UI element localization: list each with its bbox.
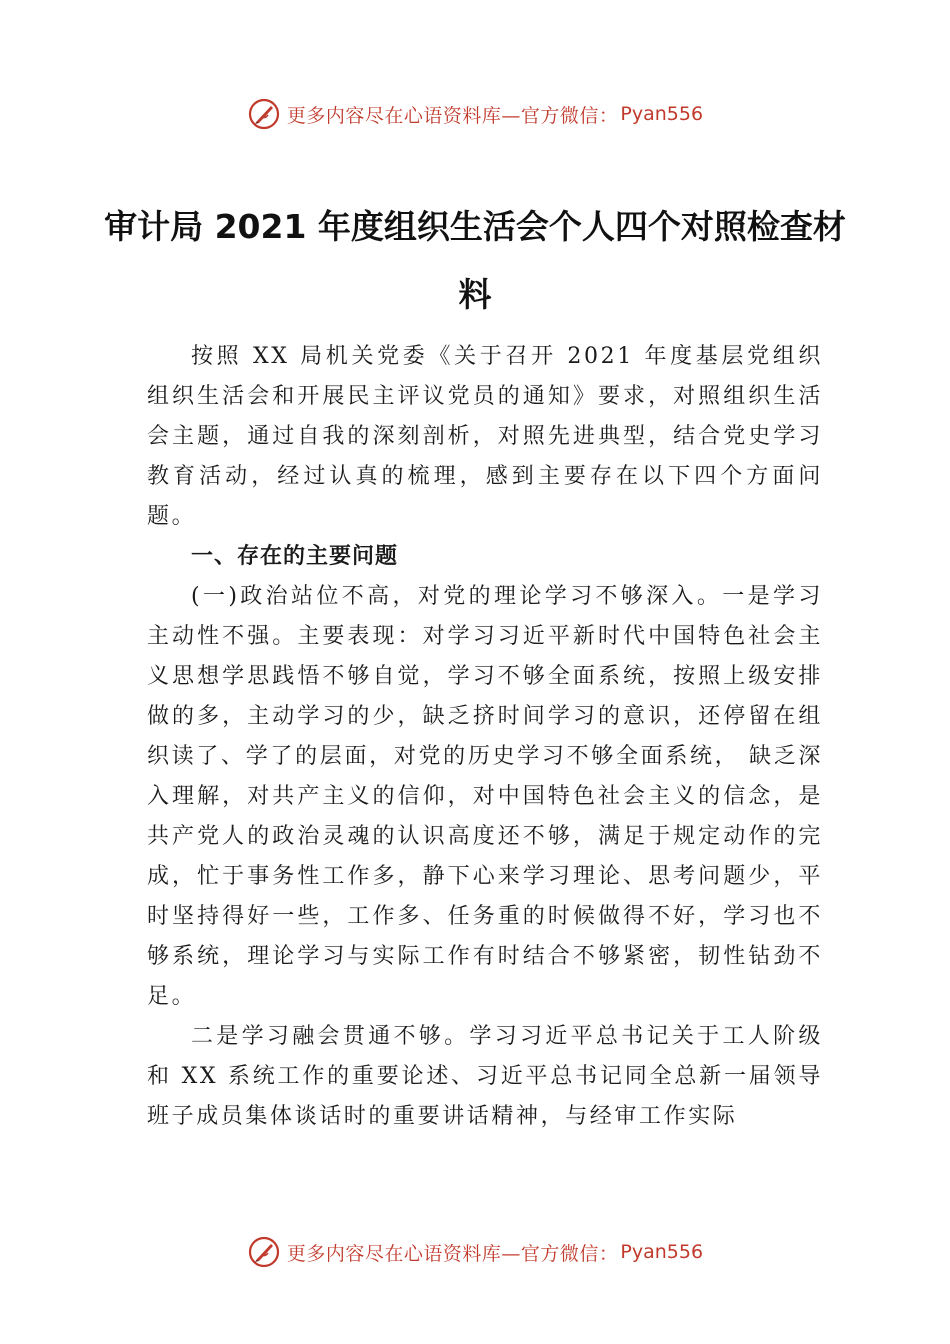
banner-text: 更多内容尽在心语资料库—官方微信： xyxy=(286,1242,619,1265)
intro-paragraph: 按照 XX 局机关党委《关于召开 2021 年度基层党组织组织生活会和开展民主评议党员的通知》要求，对照组织生活会主题，通过自我的深刻剖析，对照先进典型，结合党史学习教育活动，经过认真的梳理，感到主要存在以下四个方面问题。 xyxy=(147,344,823,529)
pen-logo-icon xyxy=(247,97,281,131)
paragraph-1: (一)政治站位不高，对党的理论学习不够深入。一是学习主动性不强。主要表现：对学习习近平新时代中国特色社会主义思想学思践悟不够自觉，学习不够全面系统，按照上级安排做的多，主动学习的少，缺乏挤时间学习的意识，还停留在组织读了、学了的层面，对党的历史学习不够全面系统， 缺乏深入理解，对共产主义的信仰，对中国特色社会主义的信念，是共产党人的政治灵魂的认识高度还不够，满足于规定动作的完成，忙于事务性工作多，静下心来学习理论、思考问题少，平时坚持得好一些，工作多、任务重的时候做得不好，学习也不够系统，理论学习与实际工作有时结合不够紧密，韧性钻劲不足。 xyxy=(147,584,823,1009)
header-banner xyxy=(0,94,950,134)
banner-text: 更多内容尽在心语资料库—官方微信： xyxy=(286,104,619,127)
paragraph-2: 二是学习融会贯通不够。学习习近平总书记关于工人阶级和 XX 系统工作的重要论述、习近平总书记同全总新一届领导班子成员集体谈话时的重要讲话精神，与经审工作实际 xyxy=(147,1024,823,1129)
banner-wechat-id: Pyan556 xyxy=(620,103,704,125)
document-title: 审计局 2021 年度组织生活会个人四个对照检查材料 xyxy=(104,207,846,314)
document-body xyxy=(147,337,823,1137)
footer-banner xyxy=(0,1232,950,1272)
pen-logo-icon xyxy=(247,1235,281,1269)
section-heading: 一、存在的主要问题 xyxy=(191,544,399,569)
banner-wechat-id: Pyan556 xyxy=(620,1241,704,1263)
